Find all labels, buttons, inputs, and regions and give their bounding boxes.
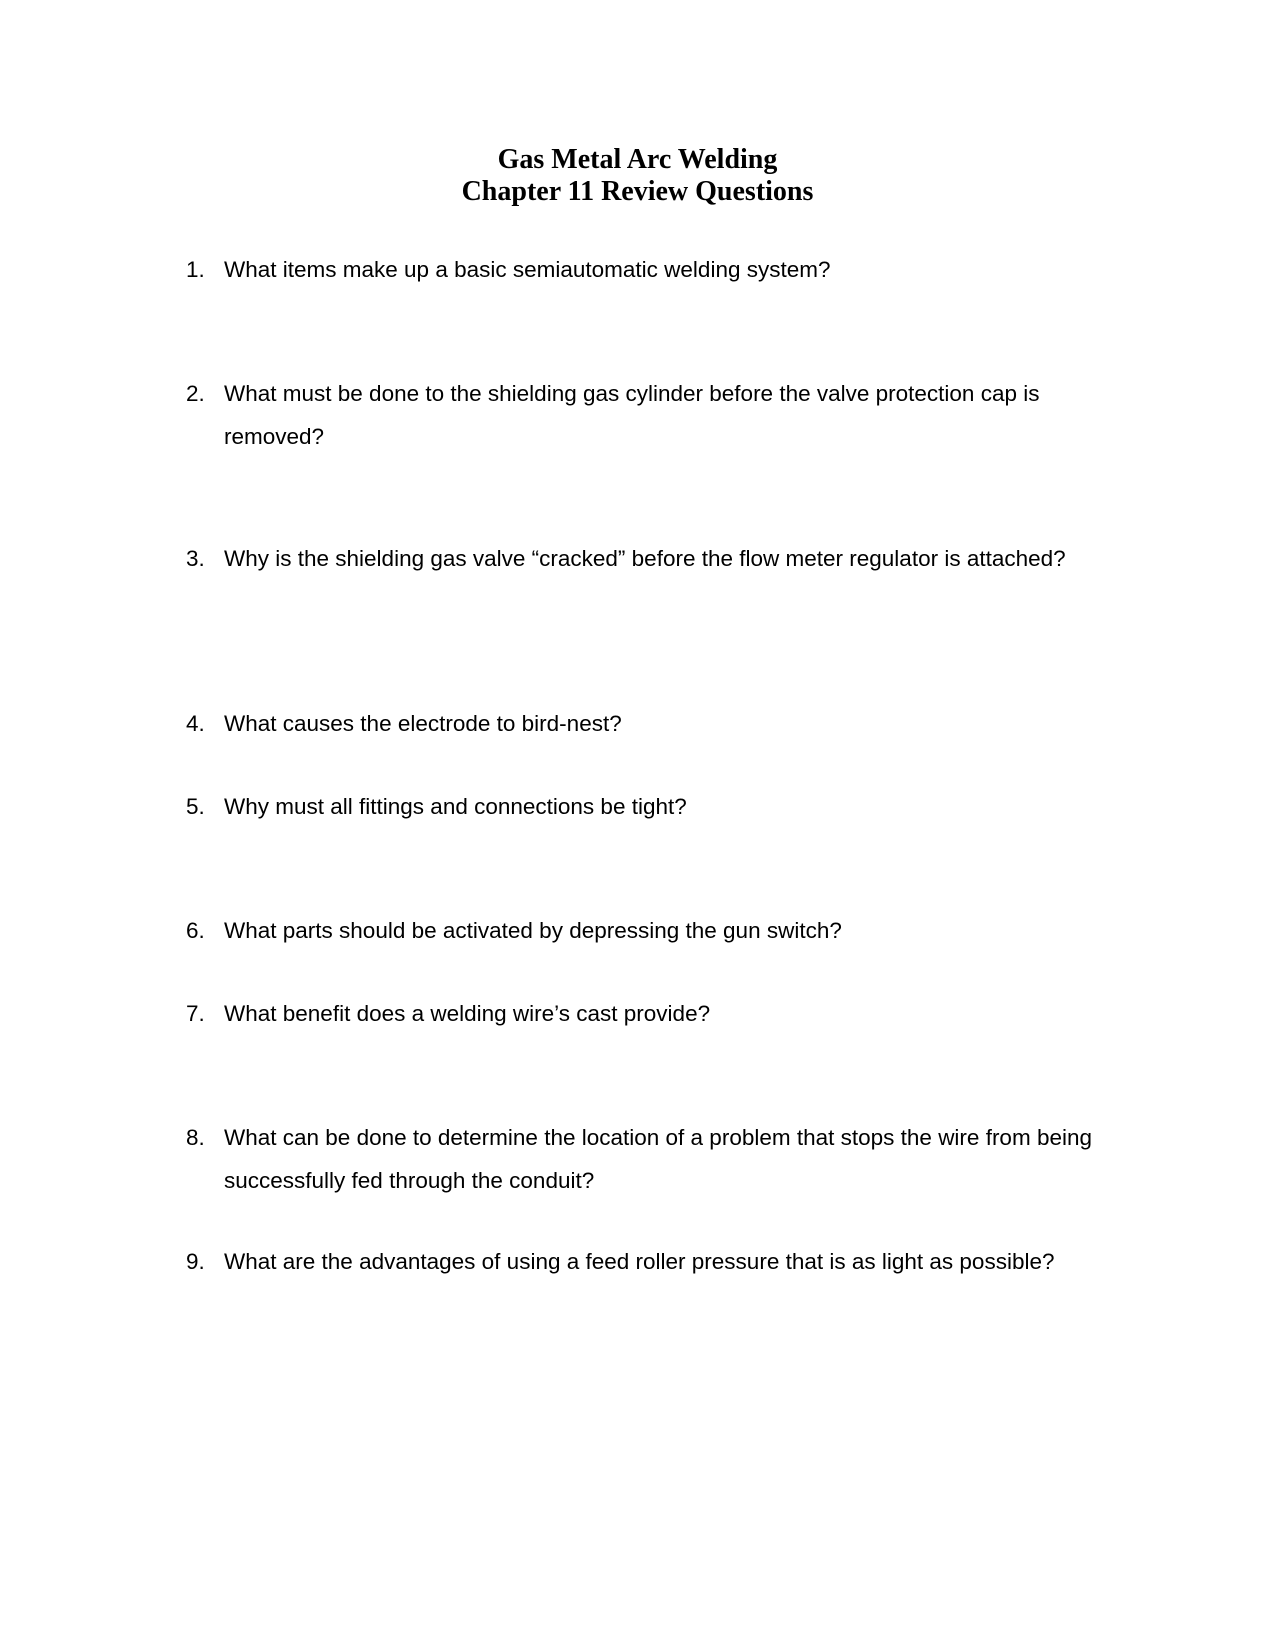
question-number: 7. — [186, 1001, 205, 1026]
question-2 — [186, 372, 1136, 458]
document-subtitle: Chapter 11 Review Questions — [461, 176, 814, 207]
question-text: What are the advantages of using a feed roller pressure that is as light as possible? — [224, 1249, 1055, 1274]
question-7 — [186, 992, 1136, 1035]
question-text: Why is the shielding gas valve “cracked” before the flow meter regulator is attached? — [224, 546, 1066, 571]
question-text: What can be done to determine the location of a problem that stops the wire from being successfully fed through the conduit? — [224, 1125, 1092, 1193]
question-text: What benefit does a welding wire’s cast provide? — [224, 1001, 711, 1026]
question-6 — [186, 909, 1136, 952]
question-number: 4. — [186, 711, 205, 736]
question-number: 3. — [186, 546, 205, 571]
question-8 — [186, 1116, 1136, 1202]
question-1 — [186, 248, 1136, 291]
question-number: 9. — [186, 1249, 205, 1274]
question-text: What causes the electrode to bird-nest? — [224, 711, 622, 736]
question-number: 1. — [186, 257, 205, 282]
question-text: What must be done to the shielding gas cylinder before the valve protection cap is removed? — [224, 381, 1040, 449]
question-text: What parts should be activated by depressing the gun switch? — [224, 918, 842, 943]
title-block — [0, 144, 1275, 208]
question-number: 8. — [186, 1125, 205, 1150]
question-4 — [186, 702, 1136, 745]
document-title: Gas Metal Arc Welding — [497, 144, 778, 175]
question-5 — [186, 785, 1136, 828]
question-3 — [186, 537, 1136, 580]
question-text: Why must all fittings and connections be tight? — [224, 794, 687, 819]
question-number: 5. — [186, 794, 205, 819]
question-text: What items make up a basic semiautomatic welding system? — [224, 257, 831, 282]
question-number: 6. — [186, 918, 205, 943]
question-number: 2. — [186, 381, 205, 406]
question-9 — [186, 1240, 1136, 1283]
